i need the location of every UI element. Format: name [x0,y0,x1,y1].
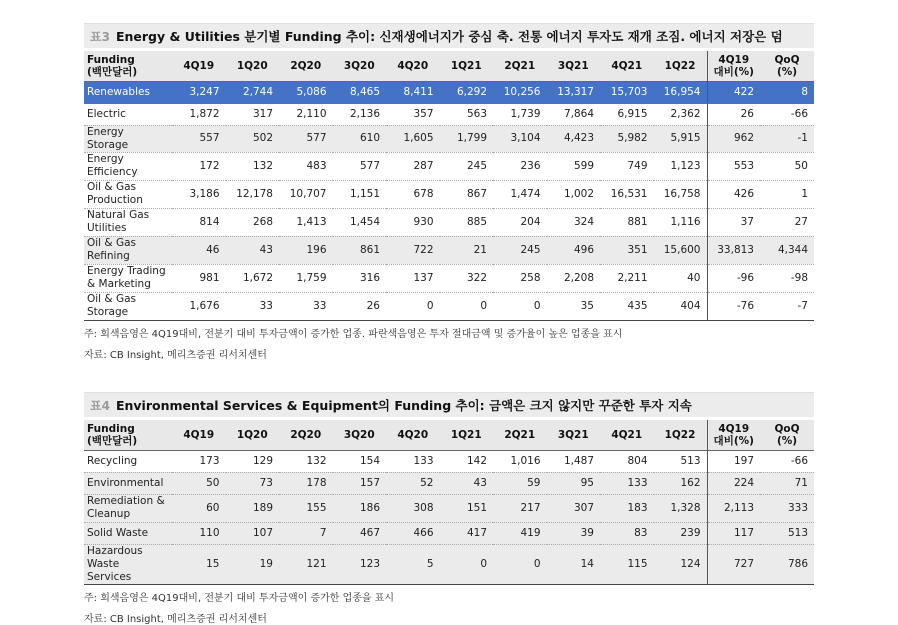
funding-value-cell: 0 [493,292,547,320]
table-title-bar [84,392,814,417]
funding-value-cell: 183 [600,494,654,522]
header-quarter: 4Q21 [600,51,654,81]
table-row [84,180,814,208]
qoq-cell: -98 [760,264,814,292]
funding-value-cell: 749 [600,152,654,180]
funding-value-cell: 10,256 [493,81,547,103]
funding-value-cell: 123 [333,544,387,584]
header-quarter: 3Q20 [333,51,387,81]
header-qoq: QoQ (%) [760,51,814,81]
table-row [84,236,814,264]
funding-value-cell: 178 [279,472,333,494]
row-label: Energy Efficiency [84,152,172,180]
funding-value-cell: 110 [172,522,226,544]
funding-value-cell: 14 [547,544,601,584]
table-title: Environmental Services & Equipment의 Funding 추이: 금액은 크지 않지만 꾸준한 투자 지속 [115,398,692,413]
vs-4q19-cell: 962 [707,125,760,152]
funding-value-cell: 563 [440,103,494,125]
table-row [84,522,814,544]
funding-value-cell: 173 [172,450,226,472]
funding-value-cell: 0 [440,544,494,584]
funding-value-cell: 867 [440,180,494,208]
funding-value-cell: 804 [600,450,654,472]
qoq-cell: 786 [760,544,814,584]
funding-value-cell: 881 [600,208,654,236]
funding-value-cell: 2,362 [654,103,708,125]
funding-value-cell: 1,872 [172,103,226,125]
row-label: Oil & Gas Refining [84,236,172,264]
funding-value-cell: 107 [226,522,280,544]
funding-value-cell: 162 [654,472,708,494]
vs-4q19-cell: 727 [707,544,760,584]
funding-value-cell: 204 [493,208,547,236]
row-label: Renewables [84,81,172,103]
funding-value-cell: 95 [547,472,601,494]
vs-4q19-cell: 26 [707,103,760,125]
qoq-cell: -1 [760,125,814,152]
funding-value-cell: 6,915 [600,103,654,125]
header-row [84,420,814,450]
funding-value-cell: 43 [440,472,494,494]
funding-value-cell: 287 [386,152,440,180]
funding-value-cell: 155 [279,494,333,522]
vs-4q19-cell: -76 [707,292,760,320]
funding-value-cell: 557 [172,125,226,152]
vs-4q19-cell: 197 [707,450,760,472]
header-quarter: 1Q22 [654,420,708,450]
funding-value-cell: 324 [547,208,601,236]
funding-value-cell: 2,136 [333,103,387,125]
row-label: Environmental [84,472,172,494]
row-label: Oil & Gas Production [84,180,172,208]
header-quarter: 1Q20 [226,51,280,81]
funding-value-cell: 50 [172,472,226,494]
funding-value-cell: 121 [279,544,333,584]
header-quarter: 2Q21 [493,51,547,81]
vs-4q19-cell: 426 [707,180,760,208]
funding-value-cell: 10,707 [279,180,333,208]
table-title-bar [84,23,814,48]
funding-value-cell: 4,423 [547,125,601,152]
header-quarter: 2Q20 [279,51,333,81]
table-row [84,152,814,180]
funding-value-cell: 26 [333,292,387,320]
funding-value-cell: 83 [600,522,654,544]
funding-value-cell: 1,116 [654,208,708,236]
table-row [84,125,814,152]
table-note: 주: 회색음영은 4Q19대비, 전분기 대비 투자금액이 증가한 업종. 파란색음영은 투자 절대금액 및 증가율이 높은 업종을 표시 [84,328,623,340]
funding-value-cell: 19 [226,544,280,584]
funding-value-cell: 7,864 [547,103,601,125]
header-quarter: 1Q20 [226,420,280,450]
funding-value-cell: 5,915 [654,125,708,152]
qoq-cell: 4,344 [760,236,814,264]
funding-value-cell: 466 [386,522,440,544]
table-block-environmental [84,392,814,624]
funding-value-cell: 132 [279,450,333,472]
funding-value-cell: 15,703 [600,81,654,103]
row-label: Electric [84,103,172,125]
funding-value-cell: 239 [654,522,708,544]
funding-value-cell: 7 [279,522,333,544]
funding-value-cell: 1,413 [279,208,333,236]
funding-value-cell: 2,110 [279,103,333,125]
qoq-cell: 50 [760,152,814,180]
funding-value-cell: 404 [654,292,708,320]
funding-value-cell: 316 [333,264,387,292]
funding-value-cell: 46 [172,236,226,264]
row-label: Solid Waste [84,522,172,544]
header-quarter: 2Q21 [493,420,547,450]
funding-value-cell: 930 [386,208,440,236]
table-number: 표4 [90,398,110,413]
funding-value-cell: 1,123 [654,152,708,180]
funding-table-environmental [84,420,814,585]
funding-value-cell: 6,292 [440,81,494,103]
funding-value-cell: 33 [226,292,280,320]
funding-value-cell: 133 [386,450,440,472]
funding-value-cell: 33 [279,292,333,320]
funding-value-cell: 137 [386,264,440,292]
qoq-cell: 27 [760,208,814,236]
row-label: Recycling [84,450,172,472]
funding-value-cell: 21 [440,236,494,264]
funding-value-cell: 1,672 [226,264,280,292]
funding-value-cell: 2,208 [547,264,601,292]
funding-value-cell: 12,178 [226,180,280,208]
table-block-energy-utilities [84,23,814,360]
funding-table-energy [84,51,814,321]
funding-value-cell: 577 [333,152,387,180]
funding-value-cell: 39 [547,522,601,544]
header-qoq: QoQ (%) [760,420,814,450]
qoq-cell: -66 [760,450,814,472]
funding-value-cell: 1,676 [172,292,226,320]
funding-value-cell: 5 [386,544,440,584]
funding-value-cell: 678 [386,180,440,208]
funding-value-cell: 814 [172,208,226,236]
funding-value-cell: 1,739 [493,103,547,125]
vs-4q19-cell: 37 [707,208,760,236]
funding-value-cell: 15,600 [654,236,708,264]
funding-value-cell: 496 [547,236,601,264]
funding-value-cell: 73 [226,472,280,494]
funding-value-cell: 357 [386,103,440,125]
header-quarter: 3Q21 [547,51,601,81]
header-vs-4q19: 4Q19 대비(%) [707,420,760,450]
qoq-cell: -7 [760,292,814,320]
table-title: Energy & Utilities 분기별 Funding 추이: 신재생에너지가 중심 축. 전통 에너지 투자도 재개 조짐. 에너지 저장은 덤 [115,29,783,44]
vs-4q19-cell: 553 [707,152,760,180]
funding-value-cell: 1,151 [333,180,387,208]
funding-value-cell: 8,465 [333,81,387,103]
funding-value-cell: 15 [172,544,226,584]
table-row [84,544,814,584]
funding-value-cell: 124 [654,544,708,584]
funding-value-cell: 133 [600,472,654,494]
funding-value-cell: 186 [333,494,387,522]
qoq-cell: 333 [760,494,814,522]
funding-value-cell: 157 [333,472,387,494]
funding-value-cell: 610 [333,125,387,152]
funding-value-cell: 142 [440,450,494,472]
funding-value-cell: 129 [226,450,280,472]
row-label: Remediation & Cleanup [84,494,172,522]
funding-value-cell: 5,086 [279,81,333,103]
table-row [84,292,814,320]
funding-value-cell: 52 [386,472,440,494]
header-quarter: 3Q20 [333,420,387,450]
vs-4q19-cell: 33,813 [707,236,760,264]
funding-value-cell: 59 [493,472,547,494]
funding-value-cell: 217 [493,494,547,522]
funding-value-cell: 1,328 [654,494,708,522]
funding-value-cell: 189 [226,494,280,522]
funding-value-cell: 268 [226,208,280,236]
funding-value-cell: 1,487 [547,450,601,472]
table-row [84,472,814,494]
header-funding: Funding (백만달러) [84,420,172,450]
funding-value-cell: 115 [600,544,654,584]
table-row [84,103,814,125]
funding-value-cell: 16,531 [600,180,654,208]
funding-value-cell: 16,954 [654,81,708,103]
table-row [84,208,814,236]
table-row [84,264,814,292]
vs-4q19-cell: 2,113 [707,494,760,522]
funding-value-cell: 351 [600,236,654,264]
header-quarter: 4Q20 [386,420,440,450]
qoq-cell: 8 [760,81,814,103]
funding-value-cell: 2,744 [226,81,280,103]
funding-value-cell: 417 [440,522,494,544]
funding-value-cell: 151 [440,494,494,522]
funding-value-cell: 483 [279,152,333,180]
table-row [84,450,814,472]
table-row [84,81,814,103]
row-label: Energy Trading & Marketing [84,264,172,292]
table-source: 자료: CB Insight, 메리츠증권 리서치센터 [84,613,267,625]
funding-value-cell: 1,605 [386,125,440,152]
funding-value-cell: 40 [654,264,708,292]
funding-value-cell: 2,211 [600,264,654,292]
funding-value-cell: 467 [333,522,387,544]
header-quarter: 1Q21 [440,51,494,81]
funding-value-cell: 317 [226,103,280,125]
funding-value-cell: 307 [547,494,601,522]
header-quarter: 4Q21 [600,420,654,450]
funding-value-cell: 1,799 [440,125,494,152]
funding-value-cell: 981 [172,264,226,292]
funding-value-cell: 16,758 [654,180,708,208]
funding-value-cell: 1,454 [333,208,387,236]
row-label: Hazardous Waste Services [84,544,172,584]
funding-value-cell: 0 [493,544,547,584]
funding-value-cell: 1,759 [279,264,333,292]
table-note: 주: 회색음영은 4Q19대비, 전분기 대비 투자금액이 증가한 업종을 표시 [84,592,395,604]
qoq-cell: 71 [760,472,814,494]
funding-value-cell: 3,186 [172,180,226,208]
qoq-cell: -66 [760,103,814,125]
row-label: Natural Gas Utilities [84,208,172,236]
funding-value-cell: 435 [600,292,654,320]
header-quarter: 2Q20 [279,420,333,450]
funding-value-cell: 885 [440,208,494,236]
funding-value-cell: 8,411 [386,81,440,103]
funding-value-cell: 599 [547,152,601,180]
vs-4q19-cell: 224 [707,472,760,494]
header-row [84,51,814,81]
header-quarter: 1Q21 [440,420,494,450]
funding-value-cell: 245 [440,152,494,180]
funding-value-cell: 577 [279,125,333,152]
row-label: Energy Storage [84,125,172,152]
vs-4q19-cell: 117 [707,522,760,544]
funding-value-cell: 245 [493,236,547,264]
vs-4q19-cell: 422 [707,81,760,103]
funding-value-cell: 196 [279,236,333,264]
funding-value-cell: 13,317 [547,81,601,103]
funding-value-cell: 308 [386,494,440,522]
funding-value-cell: 1,016 [493,450,547,472]
funding-value-cell: 322 [440,264,494,292]
header-quarter: 1Q22 [654,51,708,81]
funding-value-cell: 502 [226,125,280,152]
funding-value-cell: 132 [226,152,280,180]
header-quarter: 4Q20 [386,51,440,81]
funding-value-cell: 5,982 [600,125,654,152]
header-funding: Funding (백만달러) [84,51,172,81]
funding-value-cell: 172 [172,152,226,180]
funding-value-cell: 3,247 [172,81,226,103]
funding-value-cell: 0 [386,292,440,320]
header-quarter: 4Q19 [172,51,226,81]
funding-value-cell: 43 [226,236,280,264]
funding-value-cell: 0 [440,292,494,320]
funding-value-cell: 154 [333,450,387,472]
qoq-cell: 513 [760,522,814,544]
funding-value-cell: 236 [493,152,547,180]
table-number: 표3 [90,29,110,44]
header-vs-4q19: 4Q19 대비(%) [707,51,760,81]
table-source: 자료: CB Insight, 메리츠증권 리서치센터 [84,349,267,361]
funding-value-cell: 35 [547,292,601,320]
funding-value-cell: 419 [493,522,547,544]
funding-value-cell: 3,104 [493,125,547,152]
table-row [84,494,814,522]
header-quarter: 3Q21 [547,420,601,450]
funding-value-cell: 258 [493,264,547,292]
funding-value-cell: 1,474 [493,180,547,208]
funding-value-cell: 861 [333,236,387,264]
row-label: Oil & Gas Storage [84,292,172,320]
funding-value-cell: 513 [654,450,708,472]
qoq-cell: 1 [760,180,814,208]
funding-value-cell: 60 [172,494,226,522]
vs-4q19-cell: -96 [707,264,760,292]
funding-value-cell: 1,002 [547,180,601,208]
funding-value-cell: 722 [386,236,440,264]
header-quarter: 4Q19 [172,420,226,450]
